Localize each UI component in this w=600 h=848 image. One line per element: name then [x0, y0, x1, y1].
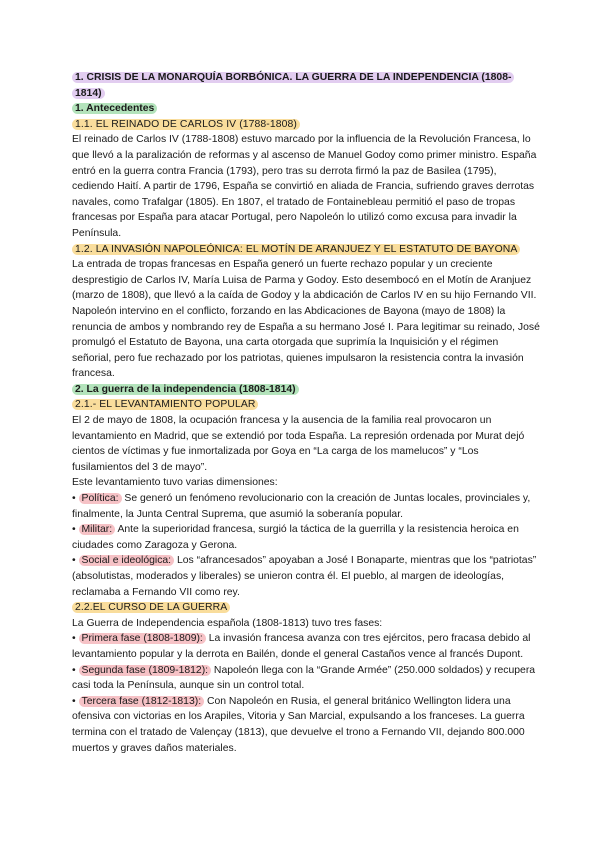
- bullet-icon: •: [72, 524, 76, 536]
- subsection-2-2-intro: La Guerra de Independencia española (1808-1813) tuvo tres fases:: [72, 617, 383, 629]
- subsection-1-2-heading: [72, 242, 540, 258]
- bullet-text: Con Napoleón en Rusia, el general británico Wellington lidera una ofensiva con victorias en los Arapiles, Vitoria y San Marcial, expulsando a los franceses. La guerra termina con el tratado de Valençay (1813), que devuelve el trono a Fernando VII, dejando 800.000 muertos y graves daños materiales.: [72, 695, 525, 754]
- page-title: [72, 70, 540, 101]
- bullet-text: Los “afrancesados” apoyaban a José I Bonaparte, mientras que los “patriotas” (absolutistas, moderados y liberales) se unieron contra él. El pueblo, al margen de ideologías, reclamaba a Fernando VII como rey.: [72, 555, 537, 598]
- list-item: [72, 663, 540, 694]
- section-1-heading-text: 1. Antecedentes: [72, 103, 157, 114]
- bullet-label: Social e ideológica:: [79, 555, 175, 566]
- subsection-1-2-text: La entrada de tropas francesas en España generó un fuerte rechazo popular y un creciente desprestigio de Carlos IV, María Luisa de Parma y Godoy. Esto desembocó en el Motín de Aranjuez (marzo de 1808), que llevó a la caída de Godoy y la abdicación de Carlos IV en su hijo Fernando VII. Napoleón intervino en el conflicto, forzando en las Abdicaciones de Bayona (mayo de 1808) la renuncia de ambos y nombrando rey de España a su hermano José I. Para legitimar su reinado, José promulgó el Estatuto de Bayona, una carta otorgada que suprimía la Inquisición y el régimen señorial, pero fue rechazado por los patriotas, quienes impulsaron la resistencia contra la invasión francesa.: [72, 259, 540, 380]
- bullet-text: Ante la superioridad francesa, surgió la táctica de la guerrilla y la resistencia heroica en ciudades como Zaragoza y Gerona.: [72, 524, 519, 551]
- bullet-label: Militar:: [79, 524, 116, 535]
- section-2-heading: [72, 382, 540, 398]
- bullet-icon: •: [72, 555, 76, 567]
- list-item: [72, 694, 540, 756]
- bullet-text: Se generó un fenómeno revolucionario con la creación de Juntas locales, provinciales y, finalmente, la Junta Central Suprema, que asumió la soberanía popular.: [72, 493, 531, 520]
- bullet-icon: •: [72, 664, 76, 676]
- bullet-label: Política:: [79, 493, 122, 504]
- subsection-1-1-text: El reinado de Carlos IV (1788-1808) estuvo marcado por la influencia de la Revolución Francesa, lo que llevó a la paralización de reformas y al ascenso de Manuel Godoy como primer ministro. España entró en la guerra contra Francia (1793), pero tras su derrota firmó la paz de Basilea (1795), cediendo Haití. A partir de 1796, España se convirtió en aliada de Francia, sufriendo graves derrotas navales, como Trafalgar (1805). En 1807, el tratado de Fontainebleau permitió el paso de tropas francesas por España para atacar Portugal, pero Napoleón lo utilizó como excusa para invadir la Península.: [72, 134, 537, 239]
- subsection-2-1-heading: [72, 397, 540, 413]
- list-item: [72, 553, 540, 600]
- bullet-label: Segunda fase (1809-1812):: [79, 665, 212, 676]
- subsection-2-2-heading: [72, 600, 540, 616]
- bullet-icon: •: [72, 493, 76, 505]
- subsection-2-1-text: El 2 de mayo de 1808, la ocupación francesa y la ausencia de la familia real provocaron un levantamiento en Madrid, que se extendió por toda España. La represión ordenada por Murat dejó cientos de víctimas y fue inmortalizada por Goya en “La carga de los mamelucos” y “Los fusilamientos del 3 de mayo”.: [72, 415, 525, 473]
- subsection-1-2-heading-text: 1.2. LA INVASIÓN NAPOLEÓNICA: EL MOTÍN DE ARANJUEZ Y EL ESTATUTO DE BAYONA: [72, 244, 520, 255]
- section-1-heading: [72, 101, 540, 117]
- title-highlight: 1. CRISIS DE LA MONARQUÍA BORBÓNICA. LA GUERRA DE LA INDEPENDENCIA (1808-1814): [72, 72, 514, 99]
- subsection-1-1-heading-text: 1.1. EL REINADO DE CARLOS IV (1788-1808): [72, 119, 300, 130]
- list-item: [72, 522, 540, 553]
- list-item: [72, 491, 540, 522]
- subsection-2-2-heading-text: 2.2.EL CURSO DE LA GUERRA: [72, 602, 230, 613]
- bullet-text: Napoleón llega con la “Grande Armée” (250.000 soldados) y recupera casi toda la Península, aunque sin un control total.: [72, 664, 536, 692]
- list-item: [72, 631, 540, 662]
- bullet-icon: •: [72, 695, 76, 707]
- bullet-label: Primera fase (1808-1809):: [79, 633, 206, 644]
- bullet-icon: •: [72, 633, 76, 645]
- bullet-text: La invasión francesa avanza con tres ejércitos, pero fracasa debido al levantamiento popular y la derrota en Bailén, donde el general Castaños vence al francés Dupont.: [72, 633, 531, 660]
- subsection-2-1-heading-text: 2.1.- EL LEVANTAMIENTO POPULAR: [72, 399, 258, 410]
- section-2-heading-text: 2. La guerra de la independencia (1808-1814): [72, 384, 299, 395]
- subsection-1-1-heading: [72, 117, 540, 133]
- bullet-label: Tercera fase (1812-1813):: [79, 696, 205, 707]
- subsection-2-1-intro: Este levantamiento tuvo varias dimensiones:: [72, 477, 278, 489]
